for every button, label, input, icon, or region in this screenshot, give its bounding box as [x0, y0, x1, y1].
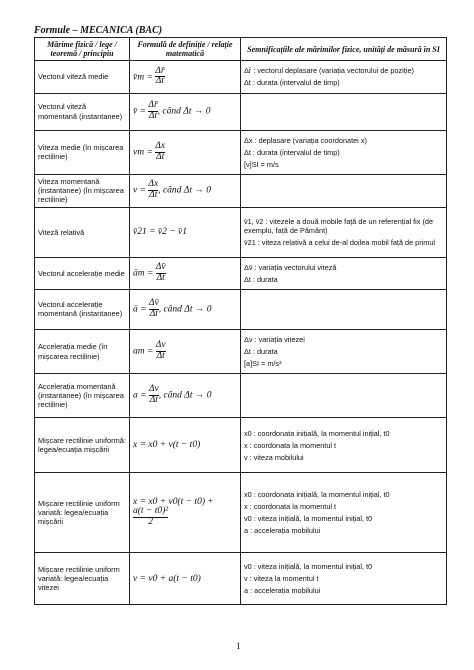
meaning-cell — [241, 174, 447, 207]
fraction-numerator: Δv̄ — [148, 297, 159, 308]
quantity-name: Vectorul viteză medie — [35, 61, 130, 93]
meaning-line: a : accelerația mobilului — [244, 526, 321, 536]
table-row — [35, 553, 447, 605]
meaning-line: [a]SI = m/s² — [244, 359, 282, 369]
meaning-line: v̄1, v̄2 : vitezele a două mobile față de un referențial fix (de exemplu, față de Pământ) — [244, 217, 434, 236]
meaning-cell — [241, 61, 447, 93]
formula-condition: , când Δt → 0 — [158, 390, 212, 401]
table-row — [35, 418, 447, 473]
meaning-cell — [241, 374, 447, 418]
formula-lhs: vm = — [133, 147, 153, 158]
quantity-name: Mișcare rectilinie uniform variată: legea/ecuația mișcării — [35, 473, 130, 553]
fraction-denominator: Δt — [148, 111, 158, 122]
table-row — [35, 174, 447, 207]
formula-lhs: x = x0 + v(t − t0) — [133, 440, 201, 451]
fraction-denominator: Δt — [156, 151, 165, 162]
meaning-line: v0 : viteza inițială, la momentul inițial, t0 — [244, 514, 373, 524]
formula-cell — [130, 473, 241, 553]
fraction-denominator: Δt — [156, 272, 165, 283]
meaning-line: v0 : viteza inițială, la momentul inițial, t0 — [244, 562, 373, 572]
fraction-numerator: Δx — [148, 179, 159, 190]
quantity-name: Vectorul viteză momentană (instantanee) — [35, 93, 130, 130]
quantity-name: Vectorul accelerație momentană (instantanee) — [35, 289, 130, 329]
header-meaning: Semnificațiile ale mărimilor fizice, unități de măsură în SI — [241, 38, 447, 61]
formula-cell — [130, 289, 241, 329]
formula-cell — [130, 553, 241, 605]
formula-fraction — [149, 299, 159, 320]
quantity-name: Viteza momentană (instantanee) (în mișcarea rectilinie) — [35, 174, 130, 207]
formula-lhs: v = — [133, 185, 147, 196]
fraction-denominator: Δt — [156, 351, 165, 362]
table-row — [35, 374, 447, 418]
quantity-name: Mișcare rectilinie uniform variată: legea/ecuația vitezei — [35, 553, 130, 605]
meaning-cell — [241, 473, 447, 553]
meaning-cell — [241, 289, 447, 329]
meaning-line: Δt : durata (intervalul de timp) — [244, 147, 340, 157]
header-quantity: Mărime fizică / lege / teoremă / principiu — [35, 38, 130, 61]
meaning-line: Δr̄ : vectorul deplasare (variația vectorului de poziție) — [244, 66, 414, 76]
formula-table — [34, 37, 447, 605]
fraction-numerator: a(t − t0)² — [133, 506, 169, 517]
table-row — [35, 207, 447, 257]
fraction-denominator: Δt — [149, 190, 158, 201]
header-formula: Formulă de definiție / relație matematică — [130, 38, 241, 61]
formula-fraction — [133, 507, 168, 528]
document-title: Formule – MECANICA (BAC) — [34, 25, 163, 36]
meaning-line: a : accelerația mobilului — [244, 586, 321, 596]
fraction-denominator: Δt — [149, 395, 158, 406]
formula-cell — [130, 257, 241, 289]
fraction-numerator: Δv̄ — [155, 261, 166, 272]
meaning-cell — [241, 418, 447, 473]
formula-cell — [130, 93, 241, 130]
formula-fraction — [155, 142, 165, 163]
meaning-line: [v]SI = m/s — [244, 159, 279, 169]
quantity-name: Vectorul accelerație medie — [35, 257, 130, 289]
quantity-name: Accelerația momentană (instantanee) (în mișcarea rectilinie) — [35, 374, 130, 418]
formula-cell — [130, 174, 241, 207]
meaning-line: v̄21 : viteza relativă a celui de-al doilea mobil față de primul — [244, 238, 436, 248]
meaning-cell — [241, 207, 447, 257]
meaning-line: Δt : durata — [244, 274, 278, 284]
fraction-numerator: Δv — [155, 340, 166, 351]
fraction-numerator: Δv — [148, 384, 159, 395]
formula-lhs: v̄m = — [133, 72, 153, 83]
fraction-denominator: 2 — [133, 517, 168, 528]
formula-lhs: v̄ = — [133, 106, 147, 117]
quantity-name: Mișcare rectilinie uniformă: legea/ecuația mișcării — [35, 418, 130, 473]
meaning-cell — [241, 553, 447, 605]
fraction-denominator: Δt — [155, 76, 164, 87]
formula-lhs: ām = — [133, 268, 154, 279]
meaning-line: x0 : coordonata inițială, la momentul inițial, t0 — [244, 490, 390, 499]
formula-fraction — [156, 263, 166, 284]
formula-cell — [130, 61, 241, 93]
formula-lhs: v̄21 = v̄2 − v̄1 — [133, 227, 187, 238]
meaning-line: x0 : coordonata inițială, la momentul inițial, t0 — [244, 428, 390, 438]
table-row — [35, 329, 447, 373]
formula-fraction — [148, 180, 158, 201]
meaning-line: Δt : durata (intervalul de timp) — [244, 78, 340, 88]
meaning-line: Δx : deplasare (variația coordonatei x) — [244, 135, 367, 145]
table-row — [35, 61, 447, 93]
formula-condition: , când Δt → 0 — [158, 304, 212, 315]
fraction-numerator: Δx — [155, 140, 166, 151]
meaning-cell — [241, 130, 447, 174]
formula-fraction — [155, 67, 164, 88]
table-row — [35, 93, 447, 130]
formula-lhs: v = v0 + a(t − t0) — [133, 573, 201, 584]
meaning-line: Δv̄ : variația vectorului viteză — [244, 262, 337, 272]
formula-cell — [130, 130, 241, 174]
formula-cell — [130, 207, 241, 257]
table-header-row — [35, 38, 447, 61]
formula-cell — [130, 374, 241, 418]
table-row — [35, 473, 447, 553]
page-number: 1 — [236, 641, 241, 651]
fraction-denominator: Δt — [149, 308, 158, 319]
formula-fraction — [148, 101, 157, 122]
quantity-name: Viteza medie (în mișcarea rectilinie) — [35, 130, 130, 174]
table-row — [35, 257, 447, 289]
formula-lhs: a = — [133, 390, 147, 401]
meaning-cell — [241, 93, 447, 130]
table-row — [35, 130, 447, 174]
formula-fraction — [149, 385, 159, 406]
quantity-name: Accelerația medie (în mișcarea rectilinie) — [35, 329, 130, 373]
meaning-line: v : viteza mobilului — [244, 452, 304, 462]
meaning-line: x : coordonata la momentul t — [244, 502, 337, 512]
meaning-cell — [241, 257, 447, 289]
formula-condition: , când Δt → 0 — [158, 185, 211, 196]
meaning-line: Δt : durata — [244, 347, 278, 356]
formula-cell — [130, 329, 241, 373]
formula-fraction — [156, 341, 166, 362]
quantity-name: Viteză relativă — [35, 207, 130, 257]
fraction-numerator: Δr̄ — [148, 100, 158, 111]
formula-condition: , când Δt → 0 — [157, 106, 211, 117]
fraction-numerator: Δr̄ — [155, 65, 165, 76]
formula-lhs: am = — [133, 346, 154, 357]
formula-lhs: x = x0 + v0(t − t0) + — [133, 497, 214, 508]
meaning-line: x : coordonata la momentul t — [244, 440, 337, 450]
meaning-line: v : viteza la momentul t — [244, 574, 319, 584]
formula-cell — [130, 418, 241, 473]
meaning-line: Δv : variația vitezei — [244, 334, 305, 344]
meaning-cell — [241, 329, 447, 373]
table-row — [35, 289, 447, 329]
formula-lhs: ā = — [133, 304, 147, 315]
